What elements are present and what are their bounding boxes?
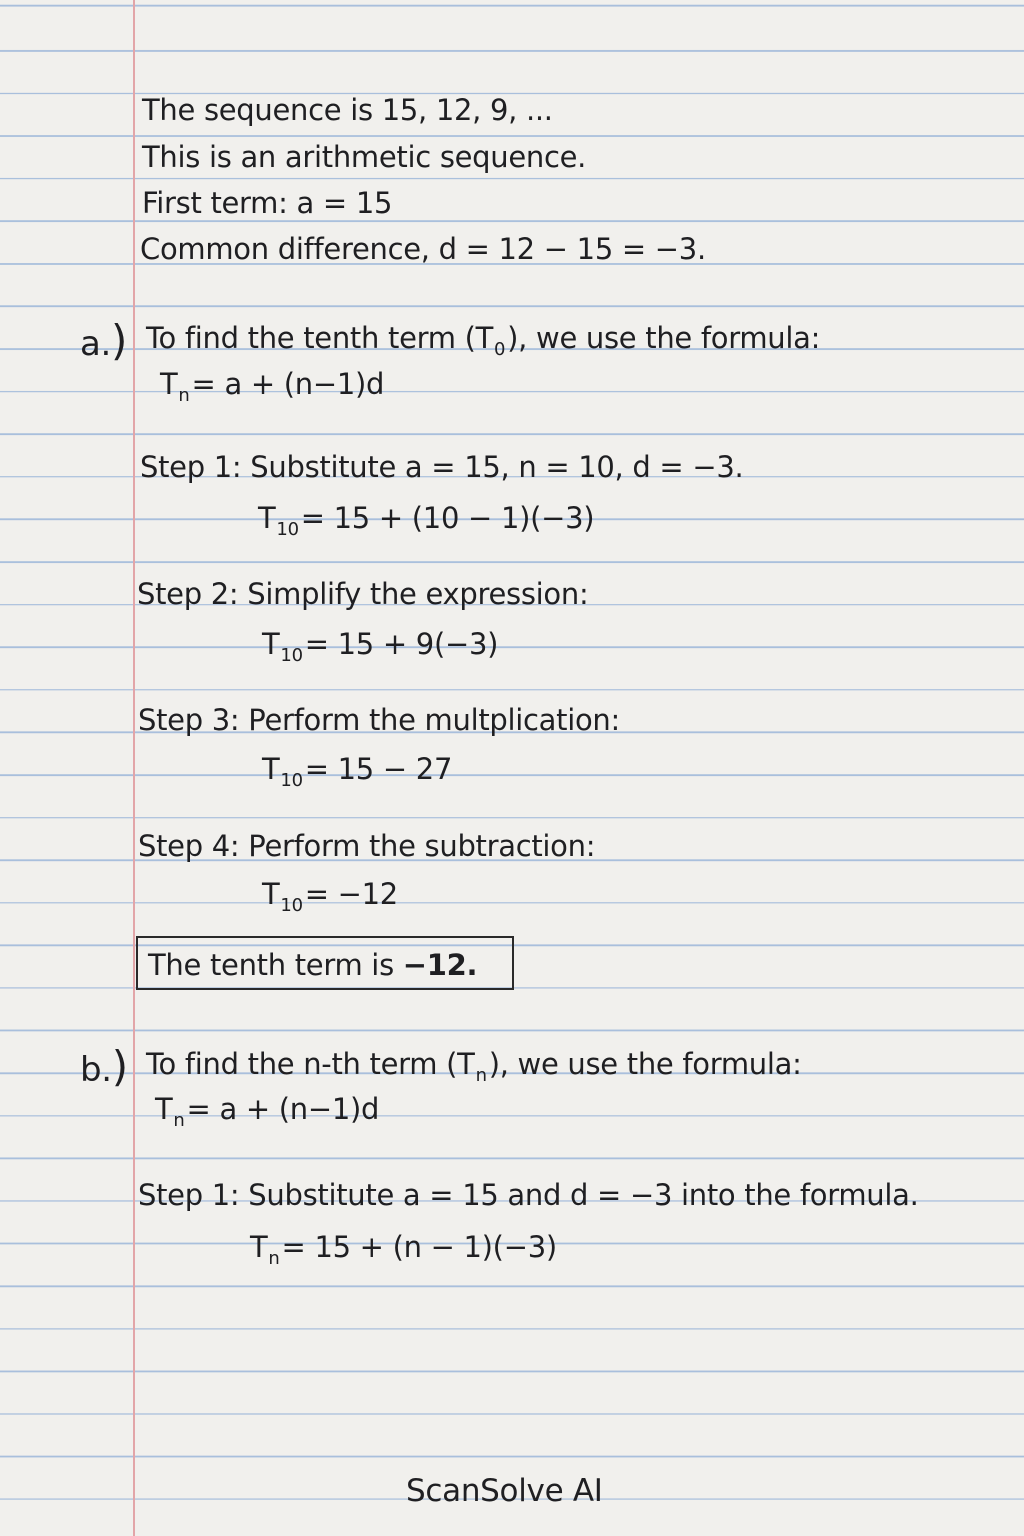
part-b-label: b.) bbox=[80, 1042, 128, 1091]
part-a-step-2-equation: $T_{10}= 15 + 9(-3)$ bbox=[262, 627, 499, 666]
part-b-step-1-equation: $T_n= 15 + (n - 1)(-3)$ bbox=[250, 1230, 557, 1269]
answer-value: −12. bbox=[402, 948, 478, 982]
part-b-label-text: b. bbox=[80, 1050, 112, 1090]
part-a-formula: $T_n= a + (n-1)d$ bbox=[160, 367, 385, 406]
part-a-step-3-heading: Step 3: Perform the multplication: bbox=[138, 703, 620, 737]
margin-line bbox=[133, 0, 135, 1536]
part-a-step-3-equation: $T_{10}= 15 - 27$ bbox=[262, 752, 453, 791]
intro-line-common-difference: Common difference, d = 12 − 15 = −3. bbox=[140, 232, 706, 266]
part-a-step-1-equation: $T_{10}= 15 + (10 - 1)(-3)$ bbox=[258, 501, 595, 540]
part-a-step-4-equation: $T_{10}= -12$ bbox=[262, 877, 398, 916]
intro-line-sequence: The sequence is 15, 12, 9, ... bbox=[142, 93, 553, 127]
intro-line-first-term: First term: a = 15 bbox=[142, 186, 393, 220]
part-a-step-1-heading: Step 1: Substitute a = 15, n = 10, d = −3. bbox=[140, 450, 744, 484]
footer-brand: ScanSolve AI bbox=[406, 1473, 603, 1509]
part-b-intro: To find the n-th term $(T_n)$, we use the formula: bbox=[146, 1047, 802, 1086]
part-a-step-2-heading: Step 2: Simplify the expression: bbox=[137, 577, 589, 611]
part-b-formula: $T_n= a + (n-1)d$ bbox=[155, 1092, 380, 1131]
part-a-label-text: a. bbox=[80, 324, 112, 364]
part-a-step-4-heading: Step 4: Perform the subtraction: bbox=[138, 829, 596, 863]
answer-text: The tenth term is −12. bbox=[148, 948, 478, 982]
part-b-step-1-heading: Step 1: Substitute a = 15 and d = −3 into the formula. bbox=[138, 1178, 919, 1212]
part-a-label: a.) bbox=[80, 316, 128, 365]
answer-box bbox=[136, 936, 514, 990]
intro-line-type: This is an arithmetic sequence. bbox=[142, 140, 587, 174]
part-a-intro: To find the tenth term $(T_0)$, we use the formula: bbox=[146, 321, 821, 360]
